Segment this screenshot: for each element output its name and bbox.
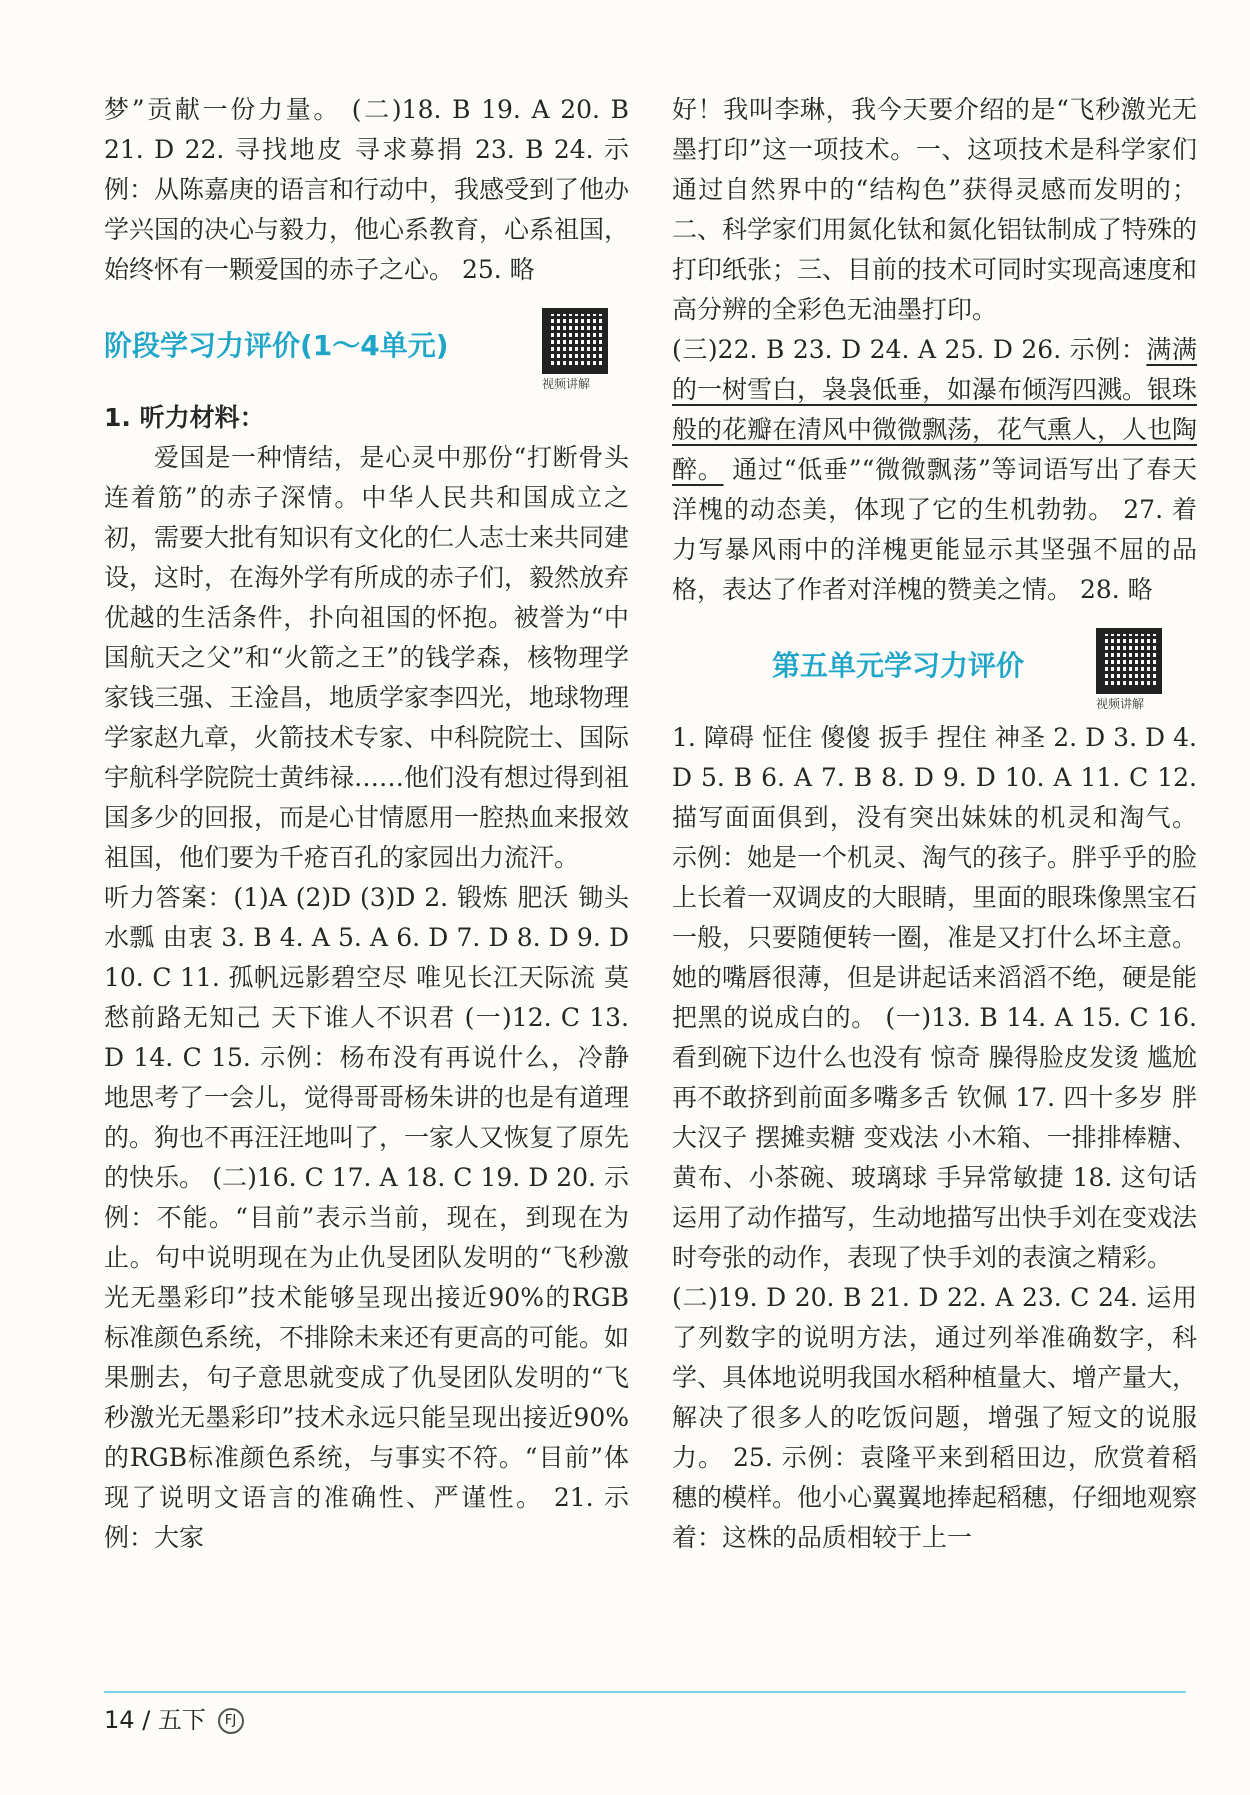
section-three-prefix: (三)22. B 23. D 24. A 25. D 26. 示例： [672,335,1147,364]
section-title: 第五单元学习力评价 [772,649,1025,682]
section-three-suffix: 通过“低垂”“微微飘荡”等词语写出了春天洋槐的动态美，体现了它的生机勃勃。 27. 着力写暴风雨中的洋槐更能显示其坚强不屈的品格，表达了作者对洋槐的赞美之情。 28. 略 [672,455,1197,604]
page-footer [104,1700,244,1740]
footer-separator: / [142,1706,151,1734]
left-answers-continued: 梦”贡献一份力量。 (二)18. B 19. A 20. B 21. D 22. 寻找地皮 寻求募捐 23. B 24. 示例：从陈嘉庚的语言和行动中，我感受到了他办学兴国的决心与毅力，他心系教育，心系祖国，始终怀有一颗爱国的赤子之心。 25. 略 [104,95,630,284]
qr-caption: 视频讲解 [1096,697,1145,711]
listening-material: 爱国是一种情结，是心灵中那份“打断骨头连着筋”的赤子深情。中华人民共和国成立之初，需要大批有知识有文化的仁人志士来共同建设，这时，在海外学有所成的赤子们，毅然放弃优越的生活条件，扑向祖国的怀抱。被誉为“中国航天之父”和“火箭之王”的钱学森，核物理学家钱三强、王淦昌，地质学家李四光，地球物理学家赵九章，火箭技术专家、中科院院士、国际宇航科学院院士黄纬禄……他们没有想过得到祖国多少的回报，而是心甘情愿用一腔热血来报效祖国，他们要为千疮百孔的家园出力流汗。 [104,443,630,872]
right-column [672,90,1197,1558]
listening-label [104,398,629,438]
left-column [104,90,629,1558]
section-header-units-1-4 [104,308,629,392]
section-title: 阶段学习力评价(1～4单元) [104,329,449,362]
unit-five-section-two: (二)19. D 20. B 21. D 22. A 23. C 24. 运用了列数字的说明方法，通过列举准确数字，科学、具体地说明我国水稻种植量大、增产量大，解决了很多人的吃饭问题，增强了短文的说服力。 25. 示例：袁隆平来到稻田边，欣赏着稻穗的模样。他小心翼翼地捧起稻穗，仔细地观察着：这株的品质相较于上一 [672,1283,1198,1552]
section-header-unit-5 [672,628,1197,712]
underlined-example: 满满的一树雪白，袅袅低垂，如瀑布倾泻四溅。银珠般的花瓣在清风中微微飘荡，花气熏人，人也陶醉。 [672,335,1198,484]
qr-caption: 视频讲解 [542,377,591,391]
footer-divider [104,1691,1186,1693]
listening-label-text: 1. 听力材料： [104,403,265,432]
section-three-answers [672,330,1197,610]
listening-answers: 听力答案：(1)A (2)D (3)D 2. 锻炼 肥沃 锄头 水瓢 由衷 3. B 4. A 5. A 6. D 7. D 8. D 9. D 10. C 11. 孤帆远影碧空尽 唯见长江天际流 莫愁前路无知己 天下谁人不识君 (一)12. C 13. D 14. C 15. 示例：杨布没有再说什么，冷静地思考了一会儿，觉得哥哥杨朱讲的也是有道理的。狗也不再汪汪地叫了，一家人又恢复了原先的快乐。 (二)16. C 17. A 18. C 19. D 20. 示例：不能。“目前”表示当前，现在，到现在为止。句中说明现在为止仇旻团队发明的“飞秒激光无墨彩印”技术能够呈现出接近90%的RGB标准颜色系统，不排除未来还有更高的可能。如果删去，句子意思就变成了仇旻团队发明的“飞秒激光无墨彩印”技术永远只能呈现出接近90%的RGB标准颜色系统，与事实不符。“目前”体现了说明文语言的准确性、严谨性。 21. 示例：大家 [104,883,630,1552]
grade-label: 五下 [157,1706,206,1734]
edition-badge-icon: FJ [218,1708,244,1734]
page-number: 14 [104,1706,135,1734]
right-answers-continued: 好！我叫李琳，我今天要介绍的是“飞秒激光无墨打印”这一项技术。一、这项技术是科学家们通过自然界中的“结构色”获得灵感而发明的；二、科学家们用氮化钛和氮化铝钛制成了特殊的打印纸张；三、目前的技术可同时实现高速度和高分辨的全彩色无油墨打印。 [672,95,1198,324]
qr-code-icon[interactable] [542,308,608,374]
unit-five-answers: 1. 障碍 怔住 傻傻 扳手 捏住 神圣 2. D 3. D 4. D 5. B 6. A 7. B 8. D 9. D 10. A 11. C 12. 描写面面俱到，没有突出妹妹的机灵和淘气。 示例：她是一个机灵、淘气的孩子。胖乎乎的脸上长着一双调皮的大眼睛，里面的眼珠像黑宝石一般，只要随便转一圈，准是又打什么坏主意。她的嘴唇很薄，但是讲起话来滔滔不绝，硬是能把黑的说成白的。 (一)13. B 14. A 15. C 16. 看到碗下边什么也没有 惊奇 臊得脸皮发烫 尴尬 再不敢挤到前面多嘴多舌 钦佩 17. 四十多岁 胖大汉子 摆摊卖糖 变戏法 小木箱、一排排棒糖、黄布、小茶碗、玻璃球 手异常敏捷 18. 这句话运用了动作描写，生动地描写出快手刘在变戏法时夸张的动作，表现了快手刘的表演之精彩。 [672,723,1198,1272]
qr-code-icon[interactable] [1096,628,1162,694]
